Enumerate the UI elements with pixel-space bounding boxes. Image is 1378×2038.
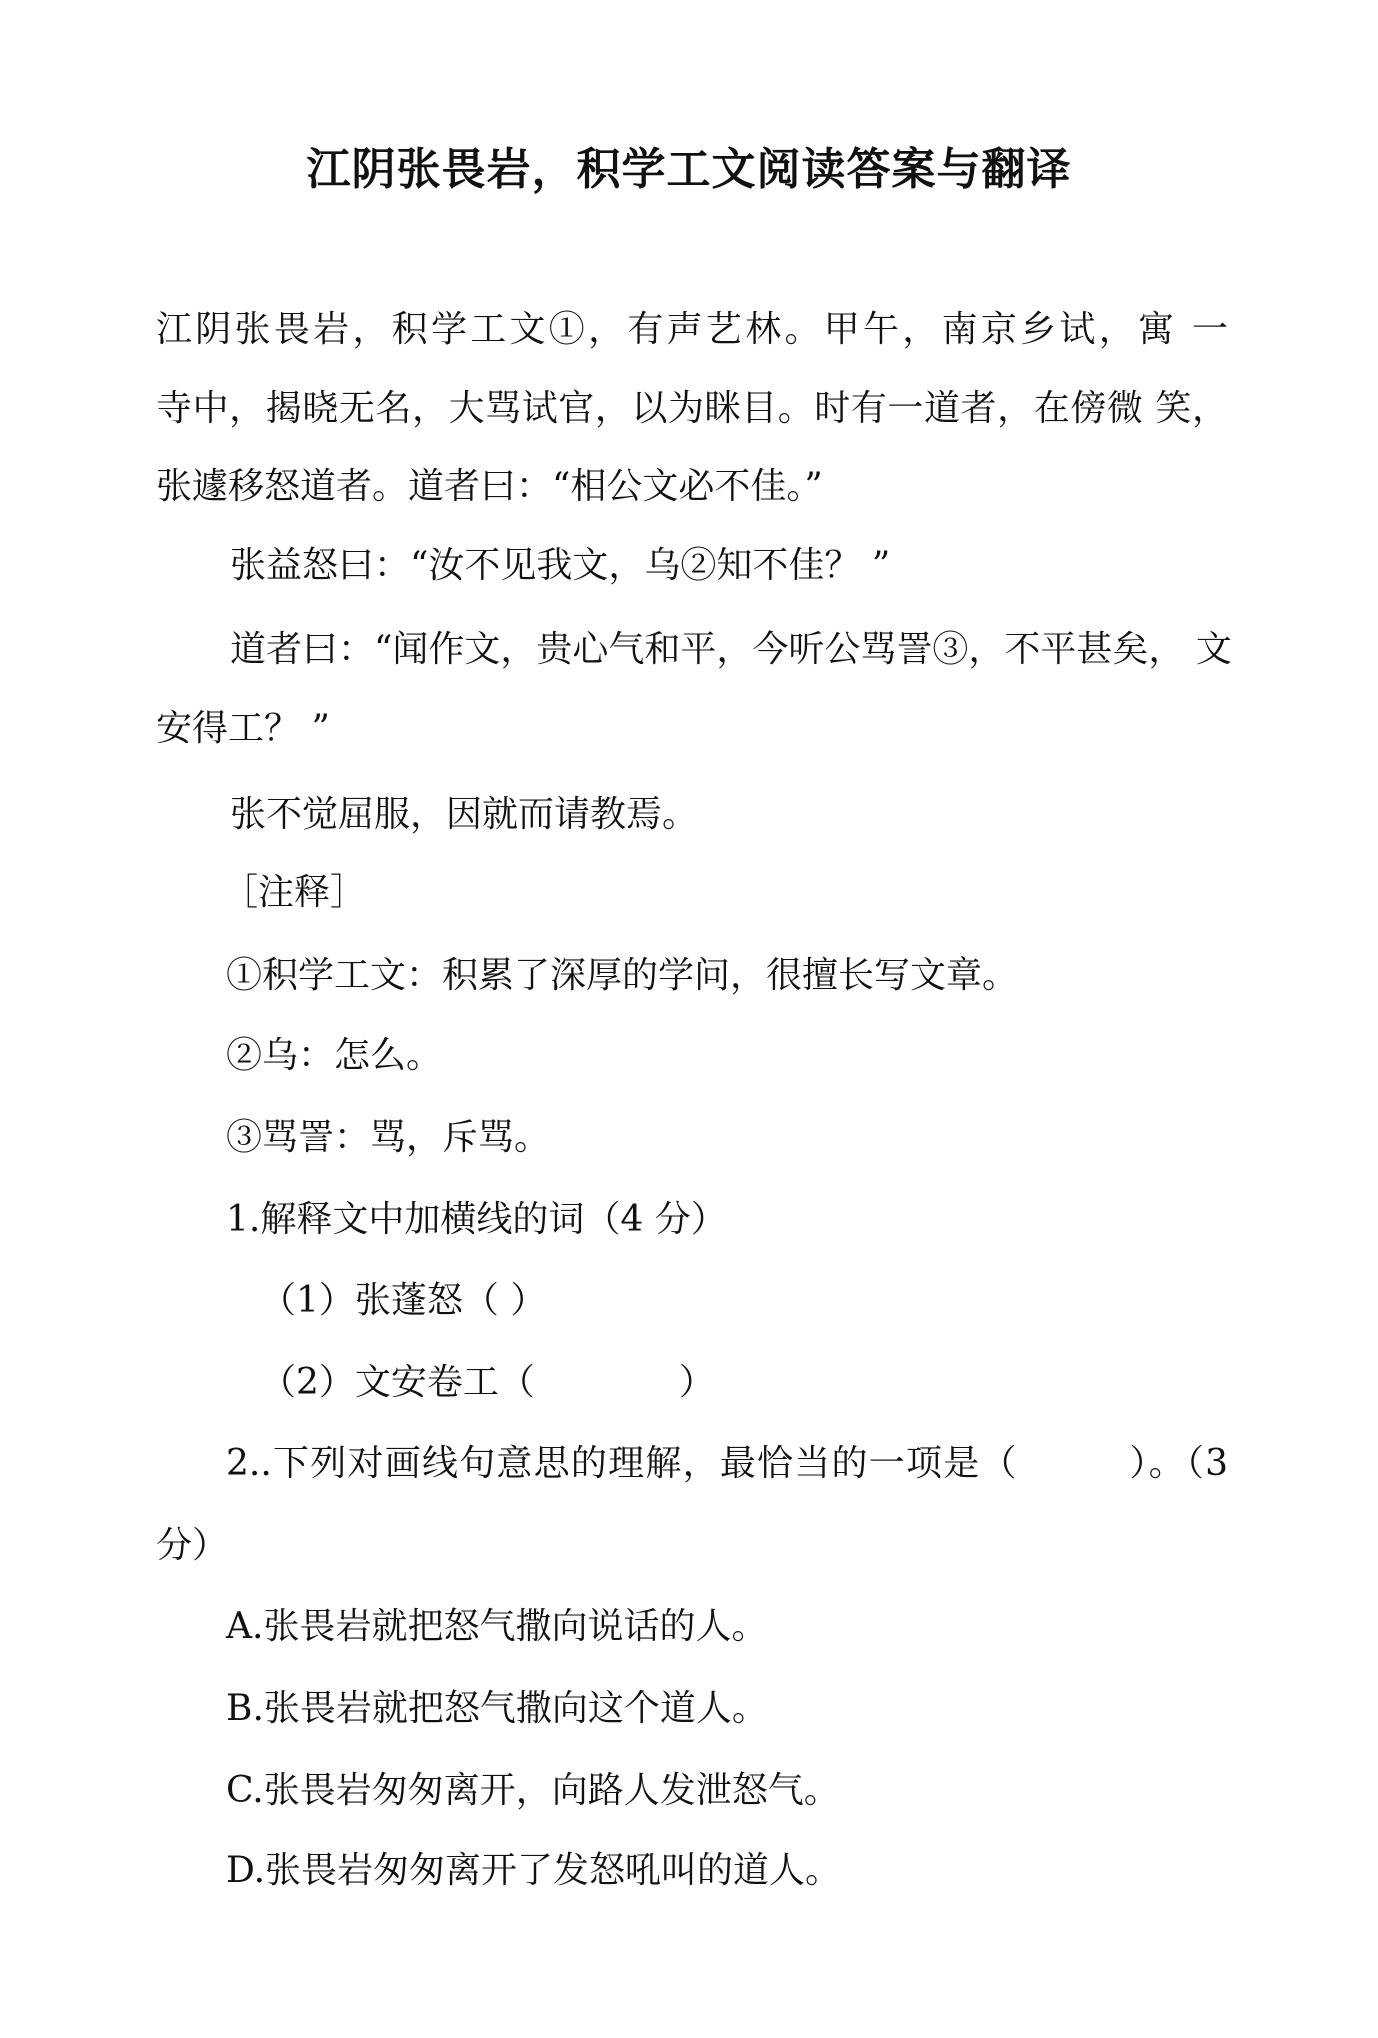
note-item-2: ②乌：怎么。 xyxy=(226,1035,443,1076)
question-1-stem: 1.解释文中加横线的词（4 分） xyxy=(226,1199,727,1240)
notes-heading: ［注释］ xyxy=(222,872,367,913)
question-1-item-2: （2）文安卷工（ ） xyxy=(260,1362,715,1403)
passage-line-3: 张遽移怒道者。道者曰：“相公文必不佳。” xyxy=(156,466,823,507)
note-item-1: ①积学工文：积累了深厚的学问，很擅长写文章。 xyxy=(226,955,1019,996)
passage-line-6: 安得工？ ” xyxy=(156,708,330,749)
passage-line-4: 张益怒曰：“汝不见我文，乌②知不佳？ ” xyxy=(230,545,891,586)
passage-line-5: 道者曰：“闻作文，贵心气和平，今听公骂詈③，不平甚矣， 文 xyxy=(230,629,1232,670)
question-1-item-1: （1）张蓬怒（ ） xyxy=(260,1280,547,1321)
question-2-option-a: A.张畏岩就把怒气撒向说话的人。 xyxy=(226,1606,768,1647)
passage-line-7: 张不觉屈服，因就而请教焉。 xyxy=(230,794,699,835)
question-2-option-b: B.张畏岩就把怒气撒向这个道人。 xyxy=(226,1688,768,1729)
page-title: 江阴张畏岩，积学工文阅读答案与翻译 xyxy=(306,144,1072,195)
passage-line-1: 江阴张畏岩，积学工文①，有声艺林。甲午，南京乡试，寓 一 xyxy=(156,309,1228,350)
note-item-3: ③骂詈：骂，斥骂。 xyxy=(226,1117,551,1158)
question-2-stem-continued: 分） xyxy=(156,1525,229,1566)
question-2-option-d: D.张畏岩匆匆离开了发怒吼叫的道人。 xyxy=(226,1850,842,1891)
question-2-option-c: C.张畏岩匆匆离开，向路人发泄怒气。 xyxy=(226,1770,840,1811)
question-2-stem: 2..下列对画线句意思的理解，最恰当的一项是（ ）。（3 xyxy=(226,1443,1228,1484)
passage-line-2: 寺中，揭晓无名，大骂试官，以为眯目。时有一道者，在傍微 笑， xyxy=(156,388,1228,429)
